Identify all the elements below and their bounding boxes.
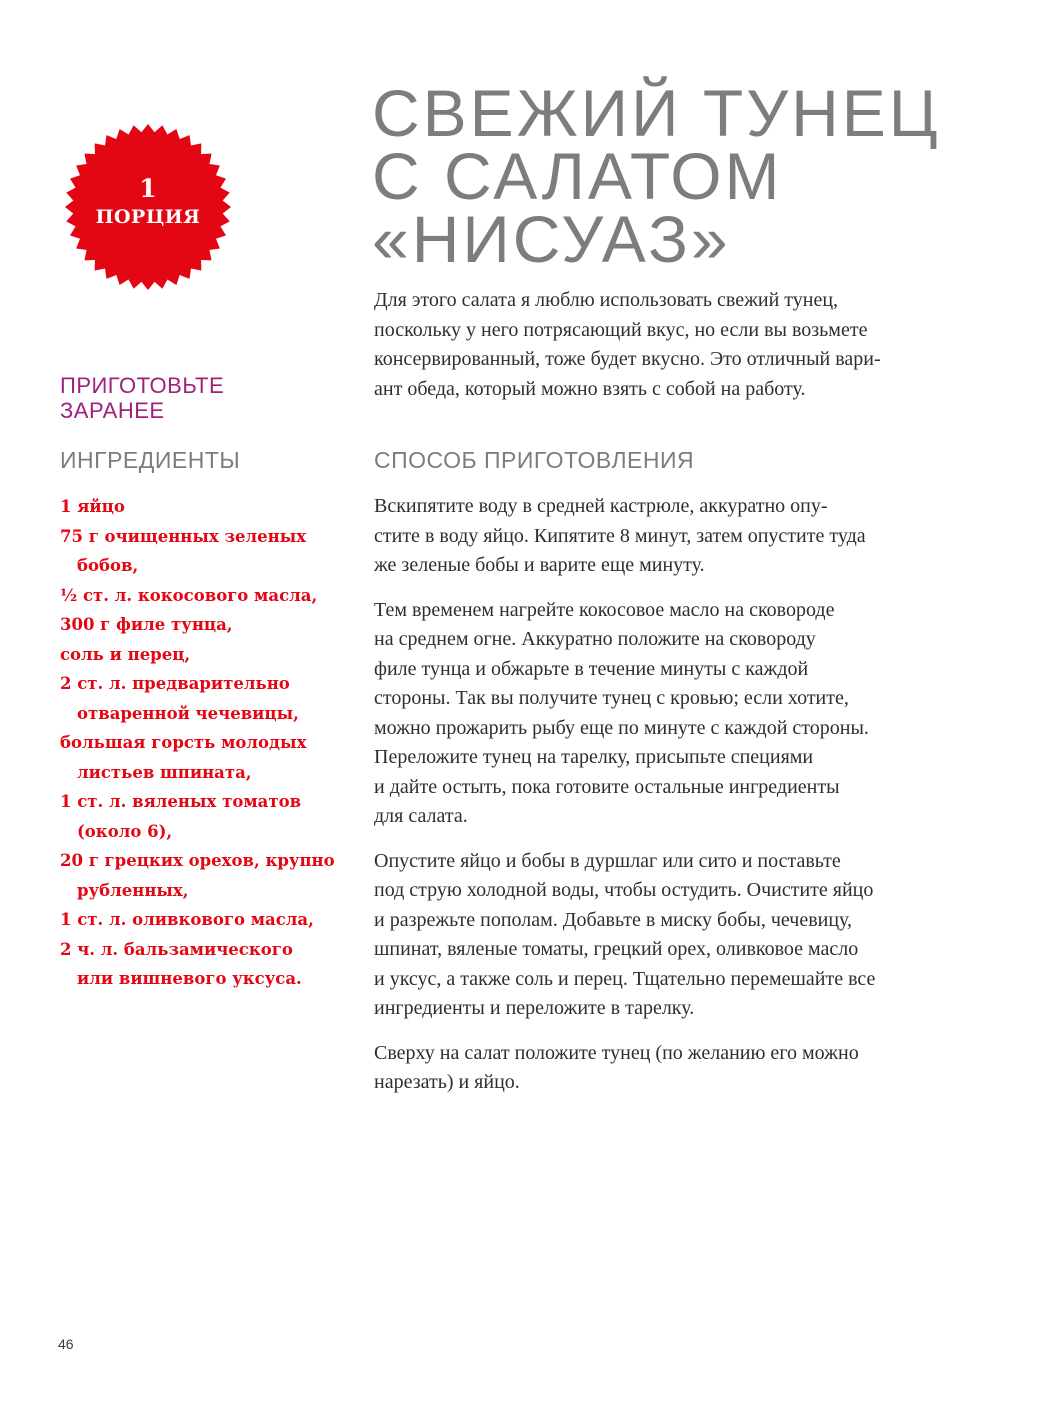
recipe-intro [374,286,994,404]
ingredient-item [60,728,360,787]
ingredient-line: бобов, [77,556,139,575]
ingredient-line: или вишневого уксуса. [77,969,302,988]
ingredient-line: отваренной чечевицы, [77,703,299,723]
intro-line: ант обеда, который можно взять с собой на работу. [374,377,806,400]
method-line: стороны. Так вы получите тунец с кровью; если хотите, [374,687,849,709]
ingredient-line: 1 яйцо [60,497,125,516]
ingredients-list [60,492,360,994]
ingredient-item [60,581,360,611]
ingredient-line: 1 ст. л. вяленых томатов [60,792,302,811]
ingredient-item [60,905,360,935]
method-line: стите в воду яйцо. Кипятите 8 минут, затем опустите туда [374,524,866,547]
method-line: Опустите яйцо и бобы в дуршлаг или сито и поставьте [374,849,841,872]
prepare-ahead-line: ЗАРАНЕЕ [60,398,165,423]
ingredient-line: (около 6), [77,821,173,841]
ingredient-line: ½ ст. л. кокосового масла, [60,585,318,605]
servings-badge [64,123,232,291]
method-step [374,1039,994,1098]
method-step [374,596,994,832]
ingredient-line: рубленных, [77,880,189,900]
ingredient-item [60,669,360,728]
ingredient-line: 75 г очищенных зеленых [60,526,307,546]
servings-badge-text [64,175,232,227]
method-heading: СПОСОБ ПРИГОТОВЛЕНИЯ [374,447,695,473]
method-line: филе тунца и обжарьте в течение минуты с каждой [374,657,809,680]
method-line: же зеленые бобы и варите еще минуту. [374,554,705,576]
recipe-title-line: СВЕЖИЙ ТУНЕЦ [372,76,941,150]
servings-label: ПОРЦИЯ [95,205,201,228]
method-line: Сверху на салат положите тунец (по желанию его можно [374,1041,859,1064]
ingredient-line: 1 ст. л. оливкового масла, [60,910,314,929]
intro-line: консервированный, тоже будет вкусно. Это отличный вари- [374,348,881,370]
ingredient-line: листьев шпината, [77,762,252,782]
method-step [374,847,994,1024]
ingredient-item [60,522,360,581]
ingredient-item [60,492,360,522]
method-line: можно прожарить рыбу еще по минуте с каждой стороны. [374,716,869,739]
recipe-title-line: С САЛАТОМ [372,139,783,213]
prepare-ahead-label [60,373,224,423]
method-line: для салата. [374,805,468,827]
method-line: шпинат, вяленые томаты, грецкий орех, оливковое масло [374,938,859,960]
method-line: нарезать) и яйцо. [374,1071,520,1093]
ingredient-item [60,640,360,670]
method-line: на среднем огне. Аккуратно положите на сковороду [374,628,816,650]
recipe-title-line: «НИСУАЗ» [372,202,731,276]
ingredient-item [60,846,360,905]
ingredient-item [60,610,360,640]
ingredient-item [60,787,360,846]
method-line: и разрежьте пополам. Добавьте в миску бобы, чечевицу, [374,908,853,931]
servings-count: 1 [139,174,157,203]
intro-line: Для этого салата я люблю использовать свежий тунец, [374,289,839,311]
ingredient-line: 2 ст. л. предварительно [60,674,290,693]
method-line: Переложите тунец на тарелку, присыпьте специями [374,746,814,768]
ingredient-line: соль и перец, [60,644,191,664]
ingredient-line: 2 ч. л. бальзамического [60,939,293,959]
method-line: Тем временем нагрейте кокосовое масло на сковороде [374,598,835,621]
ingredient-line: 20 г грецких орехов, крупно [60,851,335,870]
method-line: и дайте остыть, пока готовите остальные ингредиенты [374,775,840,798]
method-body [374,492,994,1113]
method-line: Вскипятите воду в средней кастрюле, аккуратно опу- [374,495,828,517]
ingredient-line: большая горсть молодых [60,733,307,752]
ingredient-item [60,935,360,994]
recipe-title [372,76,941,276]
method-line: и уксус, а также соль и перец. Тщательно перемешайте все [374,967,876,990]
ingredient-line: 300 г филе тунца, [60,615,233,634]
method-step [374,492,994,581]
ingredients-heading: ИНГРЕДИЕНТЫ [60,447,241,473]
intro-line: поскольку у него потрясающий вкус, но если вы возьмете [374,318,868,341]
page-number: 46 [58,1336,74,1352]
prepare-ahead-line: ПРИГОТОВЬТЕ [60,373,225,398]
method-line: ингредиенты и переложите в тарелку. [374,997,695,1019]
method-line: под струю холодной воды, чтобы остудить. Очистите яйцо [374,879,874,901]
